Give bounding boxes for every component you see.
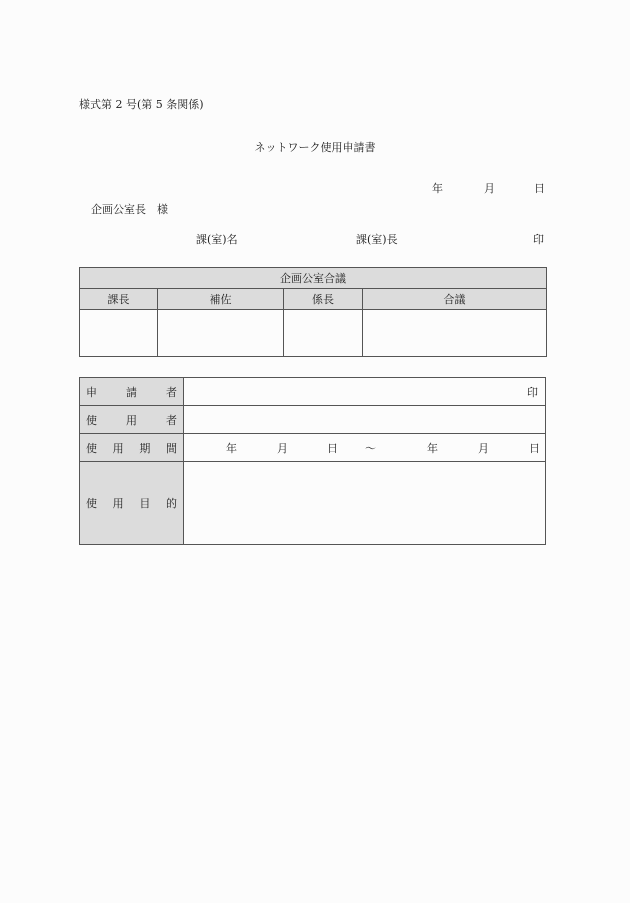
date-year: 年 (432, 182, 443, 195)
approval-stamp-cell[interactable] (363, 310, 547, 357)
approval-stamp-cell[interactable] (284, 310, 363, 357)
period-start-month: 月 (277, 441, 288, 455)
approval-col-subsection-chief: 係長 (284, 289, 363, 310)
date-day: 日 (534, 182, 545, 195)
table-row (80, 378, 546, 406)
section-name-label: 課(室)名 (196, 233, 238, 246)
period-field[interactable] (184, 434, 546, 462)
period-start-day: 日 (327, 441, 338, 455)
addressee: 企画公室長 様 (91, 203, 168, 216)
approval-table (79, 267, 547, 357)
form-number: 様式第 2 号(第 5 条関係) (79, 98, 204, 111)
applicant-label: 申 請 者 (80, 378, 184, 406)
seal-mark: 印 (533, 233, 544, 246)
approval-stamp-cell[interactable] (158, 310, 284, 357)
section-chief-label: 課(室)長 (356, 233, 398, 246)
applicant-field[interactable] (184, 378, 546, 406)
period-separator: ～ (365, 441, 376, 455)
approval-col-assistant: 補佐 (158, 289, 284, 310)
table-row (80, 406, 546, 434)
application-table (79, 377, 546, 545)
period-end-day: 日 (529, 441, 540, 455)
date-month: 月 (484, 182, 495, 195)
period-label: 使 用 期 間 (80, 434, 184, 462)
approval-col-consultation: 合議 (363, 289, 547, 310)
applicant-seal: 印 (527, 385, 538, 399)
table-row (80, 434, 546, 462)
table-row (80, 462, 546, 545)
period-end-year: 年 (427, 441, 438, 455)
approval-col-section-chief: 課長 (80, 289, 158, 310)
user-label: 使 用 者 (80, 406, 184, 434)
page-title: ネットワーク使用申請書 (254, 141, 376, 154)
user-field[interactable] (184, 406, 546, 434)
period-end-month: 月 (478, 441, 489, 455)
purpose-field[interactable] (184, 462, 546, 545)
period-start-year: 年 (226, 441, 237, 455)
approval-title: 企画公室合議 (80, 268, 547, 289)
approval-stamp-cell[interactable] (80, 310, 158, 357)
purpose-label: 使 用 目 的 (80, 462, 184, 545)
